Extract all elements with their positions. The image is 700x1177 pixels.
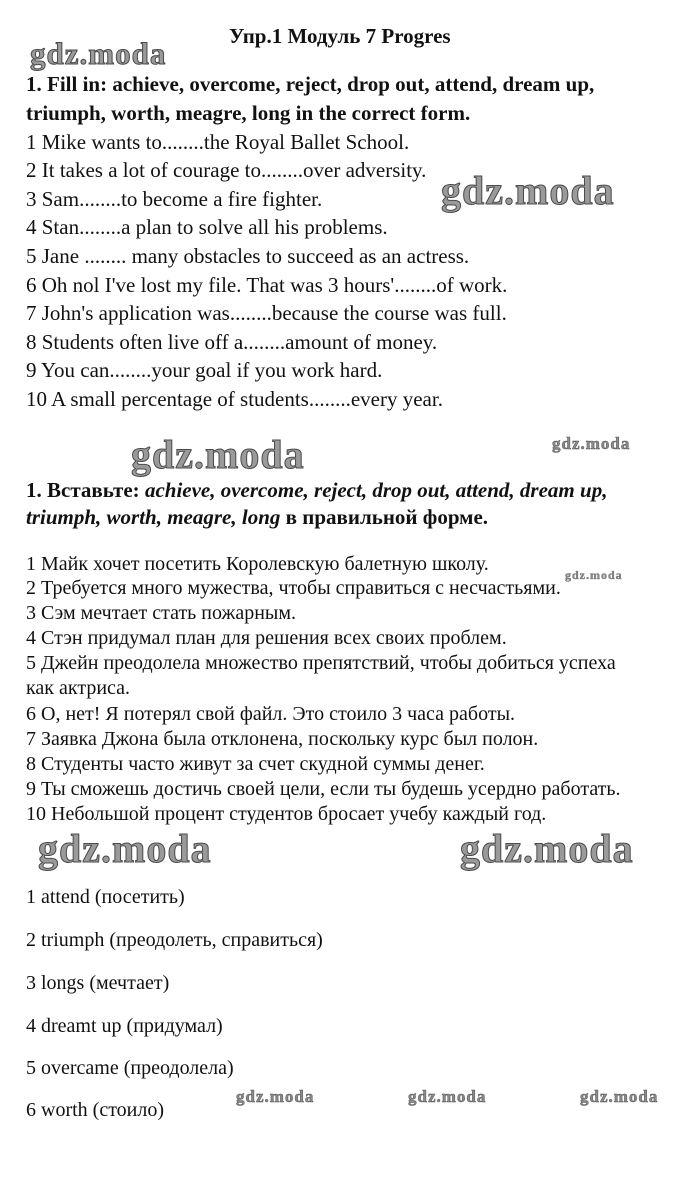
en-item: 7 John's application was........because the course was full.: [26, 301, 507, 325]
answer-item: 2 triumph (преодолеть, справиться): [26, 929, 323, 951]
ru-item: 1 Майк хочет посетить Королевскую балетную школу.: [26, 553, 489, 575]
ru-task-words: achieve, overcome, reject, drop out, attend, dream up,: [144, 478, 608, 502]
watermark: gdz.moda: [131, 432, 305, 477]
en-item: 2 It takes a lot of courage to........over adversity.: [26, 158, 427, 182]
answer-item: 3 longs (мечтает): [26, 972, 170, 994]
answer-item: 4 dreamt up (придумал): [26, 1015, 223, 1037]
watermark: gdz.moda: [460, 826, 634, 871]
en-item: 8 Students often live off a........amount of money.: [26, 330, 438, 354]
watermark: gdz.moda: [408, 1087, 487, 1106]
answer-item: 1 attend (посетить): [26, 886, 185, 908]
en-item: 6 Oh nol I've lost my file. That was 3 hours'........of work.: [26, 273, 508, 297]
en-task-heading-line2: triumph, worth, meagre, long in the correct form.: [26, 101, 471, 125]
page-title: Упр.1 Модуль 7 Progres: [229, 24, 451, 48]
ru-item: 2 Требуется много мужества, чтобы справиться с несчастьями.: [26, 577, 561, 599]
ru-item: 4 Стэн придумал план для решения всех своих проблем.: [26, 627, 507, 649]
answer-item: 6 worth (стоило): [26, 1099, 165, 1121]
watermark: gdz.moda: [552, 434, 631, 453]
watermark: gdz.moda: [580, 1087, 659, 1106]
watermark: gdz.moda: [236, 1087, 315, 1106]
watermark: gdz.moda: [30, 36, 167, 71]
en-item: 9 You can........your goal if you work hard.: [26, 358, 383, 382]
en-item: 5 Jane ........ many obstacles to succeed as an actress.: [26, 244, 470, 268]
ru-item: 8 Студенты часто живут за счет скудной суммы денег.: [26, 753, 485, 775]
answer-item: 5 overcame (преодолела): [26, 1057, 234, 1079]
ru-item-continued: как актриса.: [26, 677, 131, 699]
en-task-heading-line1: 1. Fill in: achieve, overcome, reject, drop out, attend, dream up,: [26, 72, 595, 96]
watermark: gdz.moda: [38, 826, 212, 871]
ru-item: 6 О, нет! Я потерял свой файл. Это стоило 3 часа работы.: [26, 703, 516, 725]
ru-item: 7 Заявка Джона была отклонена, поскольку курс был полон.: [26, 728, 539, 750]
ru-task-prefix: 1. Вставьте:: [26, 478, 140, 502]
ru-task-heading-line2: [26, 505, 488, 530]
en-item: 3 Sam........to become a fire fighter.: [26, 187, 323, 211]
watermark: gdz.moda: [441, 168, 615, 213]
ru-task-heading-line1: [26, 478, 607, 503]
ru-item: 9 Ты сможешь достичь своей цели, если ты будешь усердно работать.: [26, 778, 621, 800]
en-item: 10 A small percentage of students........every year.: [26, 387, 443, 411]
ru-task-suffix: в правильной форме.: [285, 505, 489, 529]
ru-item: 10 Небольшой процент студентов бросает учебу каждый год.: [26, 803, 547, 825]
ru-item: 3 Сэм мечтает стать пожарным.: [26, 602, 296, 624]
ru-item: 5 Джейн преодолела множество препятствий, чтобы добиться успеха: [26, 652, 616, 674]
watermark: gdz.moda: [565, 568, 623, 582]
en-item: 1 Mike wants to........the Royal Ballet School.: [26, 130, 410, 154]
en-item: 4 Stan........a plan to solve all his problems.: [26, 215, 388, 239]
ru-task-words: triumph, worth, meagre, long: [26, 505, 281, 529]
